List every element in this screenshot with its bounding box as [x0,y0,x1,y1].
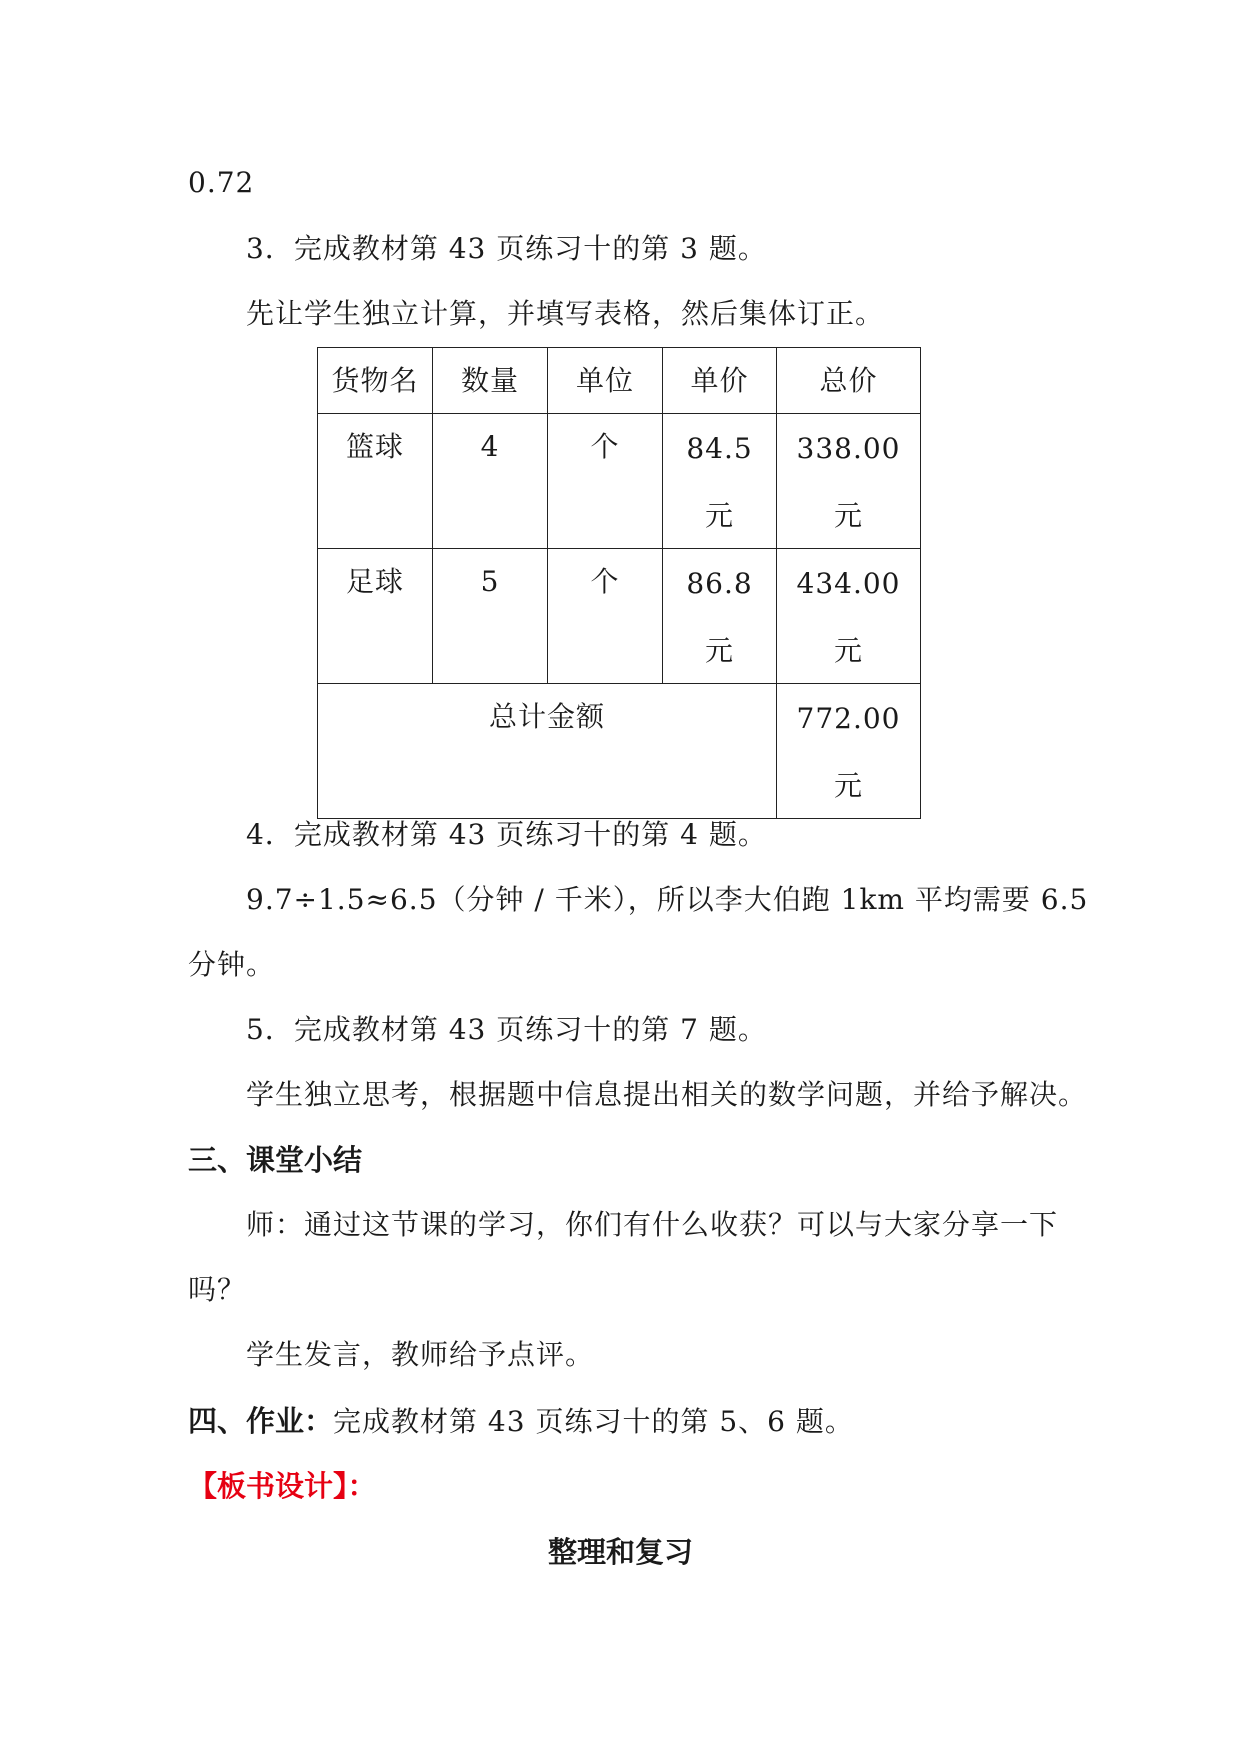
section-summary-heading: 三、课堂小结 [188,1143,363,1177]
exercise-4-answer: 9.7÷1.5≈6.5（分钟 / 千米），所以李大伯跑 1km 平均需要 6.5 [246,883,1089,916]
teacher-question-cont: 吗？ [188,1273,247,1306]
table-row [318,549,921,684]
table-cell: 个 [548,549,663,684]
table-header-cell: 单价 [663,348,777,414]
homework-text: 完成教材第 43 页练习十的第 5、6 题。 [333,1405,854,1438]
table-header-cell: 总价 [777,348,921,414]
table-cell [777,549,921,684]
goods-table [317,347,921,819]
table-header-cell: 数量 [433,348,548,414]
total-unit: 元 [833,634,863,667]
table-header-cell: 货物名 [318,348,433,414]
exercise-5-instruction: 学生独立思考，根据题中信息提出相关的数学问题，并给予解决。 [246,1078,1088,1111]
answer-value: 0.72 [188,166,255,199]
sum-value-cell [777,684,921,819]
table-sum-row [318,684,921,819]
table-cell [663,414,777,549]
table-cell: 个 [548,414,663,549]
exercise-4-title: 4．完成教材第 43 页练习十的第 4 题。 [246,818,767,851]
table-cell: 篮球 [318,414,433,549]
table-cell [777,414,921,549]
price-value: 86.8 [686,567,753,600]
sum-label-cell: 总计金额 [318,684,777,819]
total-value: 338.00 [796,432,901,465]
table-header-row [318,348,921,414]
price-unit: 元 [704,499,734,532]
sum-unit: 元 [833,769,863,802]
table-header-cell: 单位 [548,348,663,414]
teacher-question: 师：通过这节课的学习，你们有什么收获？可以与大家分享一下 [246,1208,1059,1241]
homework-heading [188,1401,854,1442]
table-cell: 足球 [318,549,433,684]
board-design-label: 【板书设计】： [188,1469,377,1503]
price-unit: 元 [704,634,734,667]
exercise-3-instruction: 先让学生独立计算，并填写表格，然后集体订正。 [246,297,885,330]
table-cell [663,549,777,684]
table-row [318,414,921,549]
price-value: 84.5 [686,432,753,465]
total-value: 434.00 [796,567,901,600]
total-unit: 元 [833,499,863,532]
table-cell: 4 [433,414,548,549]
summary-note: 学生发言，教师给予点评。 [246,1338,595,1371]
board-title: 整理和复习 [547,1535,693,1569]
table-cell: 5 [433,549,548,684]
sum-value: 772.00 [796,702,901,735]
exercise-5-title: 5．完成教材第 43 页练习十的第 7 题。 [246,1013,767,1046]
exercise-3-title: 3．完成教材第 43 页练习十的第 3 题。 [246,232,767,265]
exercise-4-answer-cont: 分钟。 [188,948,276,981]
homework-label: 四、作业： [188,1404,334,1438]
